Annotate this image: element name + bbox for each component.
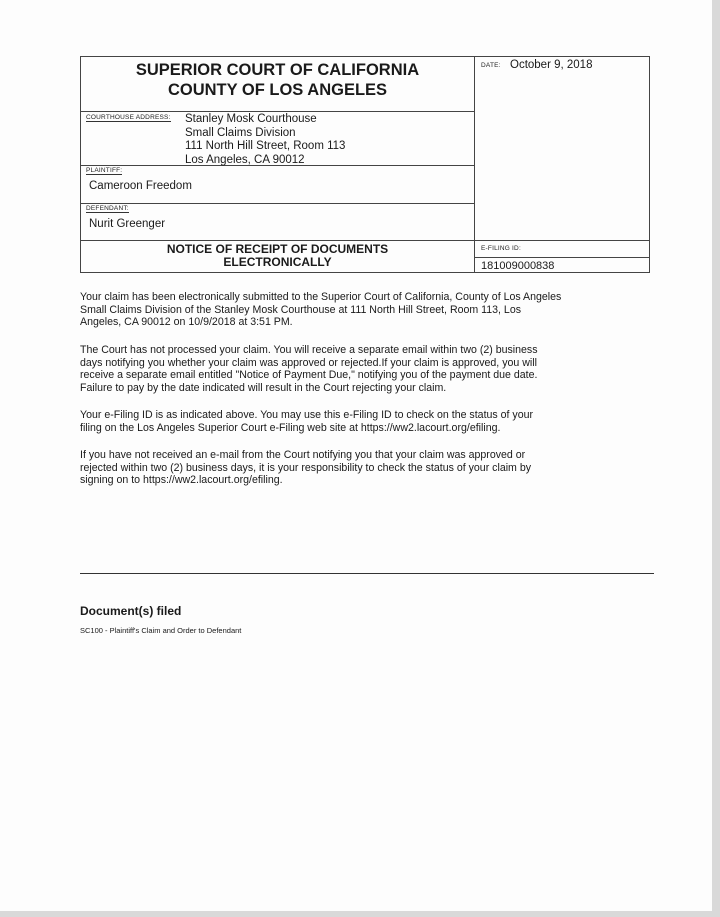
efiling-paragraph (80, 409, 660, 434)
text-line: filing on the Los Angeles Superior Court e-Filing web site at https://ww2.lacourt.org/efiling. (80, 421, 501, 434)
document-item: SC100 - Plaintiff's Claim and Order to Defendant (80, 626, 242, 635)
date-label: DATE: (481, 62, 501, 69)
court-line-2: COUNTY OF LOS ANGELES (167, 81, 388, 99)
text-line: If you have not received an e-mail from the Court notifying you that your claim was approved or (80, 449, 526, 461)
documents-heading: Document(s) filed (80, 604, 182, 618)
row-divider (81, 203, 474, 204)
row-divider (81, 111, 474, 112)
text-line: days notifying you whether your claim was approved or rejected.If your claim is approved, you will (80, 356, 537, 369)
text-line: Angeles, CA 90012 on 10/9/2018 at 3:51 PM. (80, 316, 293, 328)
efiling-id: 181009000838 (481, 260, 555, 272)
address-line: Stanley Mosk Courthouse (185, 113, 317, 125)
court-name (81, 60, 474, 100)
address-line: Small Claims Division (185, 126, 296, 139)
text-line: Your e-Filing ID is as indicated above. You may use this e-Filing ID to check on the status of your (80, 409, 534, 421)
defendant-name: Nurit Greenger (89, 218, 166, 230)
address-line: Los Angeles, CA 90012 (185, 153, 305, 166)
text-line: Failure to pay by the date indicated will result in the Court rejecting your claim. (80, 381, 447, 394)
courthouse-label: COURTHOUSE ADDRESS: (86, 114, 171, 121)
row-divider (81, 240, 649, 241)
section-divider (80, 573, 654, 574)
status-paragraph (80, 449, 660, 487)
text-line: signing on to https://ww2.lacourt.org/efiling. (80, 474, 283, 486)
court-line-1: SUPERIOR COURT OF CALIFORNIA (135, 61, 420, 79)
plaintiff-name: Cameroon Freedom (89, 180, 192, 192)
courthouse-address (185, 113, 345, 167)
plaintiff-label: PLAINTIFF: (86, 167, 123, 174)
text-line: Your claim has been electronically submitted to the Superior Court of California, County of Los Angeles (80, 291, 562, 303)
notice-line-2: ELECTRONICALLY (223, 255, 332, 269)
notice-title (81, 243, 474, 269)
date-value: October 9, 2018 (510, 59, 593, 71)
text-line: receive a separate email entitled "Notice of Payment Due," notifying you of the payment due date. (80, 369, 538, 381)
processing-paragraph (80, 344, 660, 394)
notice-line-1: NOTICE OF RECEIPT OF DOCUMENTS (166, 242, 389, 256)
address-line: 111 North Hill Street, Room 113 (185, 140, 346, 152)
submission-paragraph (80, 291, 660, 329)
text-line: The Court has not processed your claim. You will receive a separate email within two (2) business (80, 344, 538, 356)
defendant-label: DEFENDANT: (86, 205, 129, 212)
text-line: rejected within two (2) business days, it is your responsibility to check the status of your claim by (80, 461, 532, 474)
text-line: Small Claims Division of the Stanley Mosk Courthouse at 111 North Hill Street, Room 113, Los (80, 303, 522, 316)
header-table (80, 56, 650, 273)
efiling-label: E-FILING ID: (481, 245, 521, 252)
